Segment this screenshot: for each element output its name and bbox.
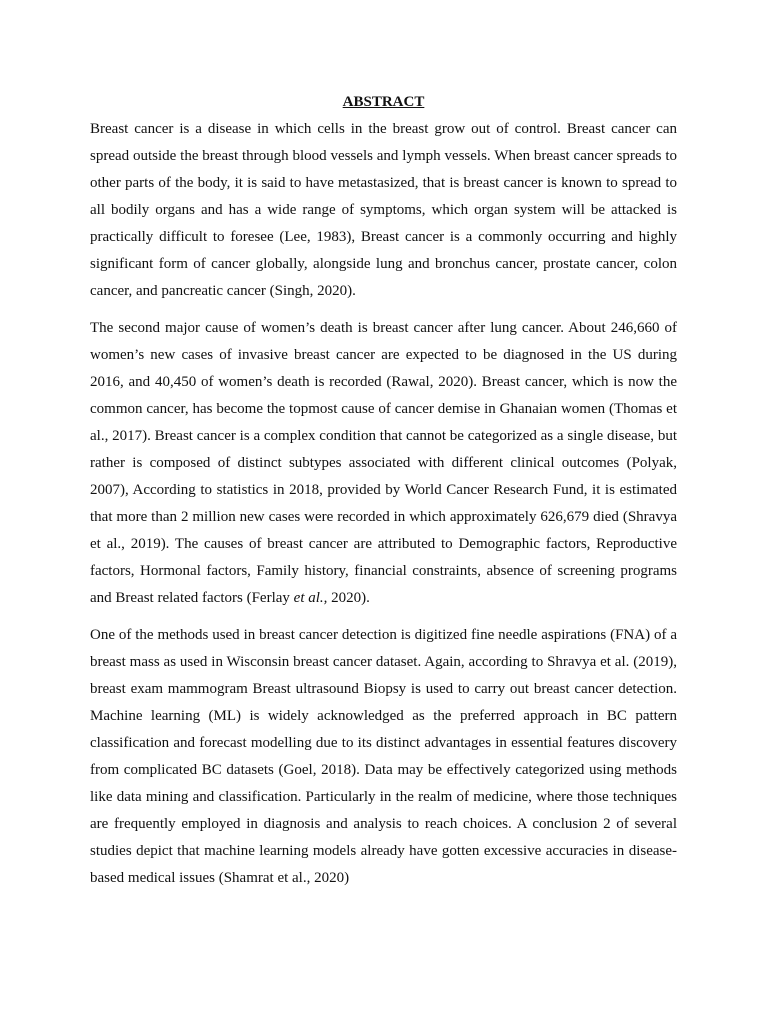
paragraph-2-italic: et al., xyxy=(293,590,328,606)
abstract-heading: ABSTRACT xyxy=(342,94,425,110)
paragraph-3: One of the methods used in breast cancer detection is digitized fine needle aspirations (FNA) of a breast mass as used in Wisconsin breast cancer dataset. Again, according to Shravya et al. (2019), breast exam mammogram Breast ultrasound Biopsy is used to carry out breast cancer detection. Machine learning (ML) is widely acknowledged as the preferred approach in BC pattern classification and forecast modelling due to its distinct advantages in essential features discovery from complicated BC datasets (Goel, 2018). Data may be effectively categorized using methods like data mining and classification. Particularly in the realm of medicine, where those techniques are frequently employed in diagnosis and analysis to reach choices. A conclusion 2 of several studies depict that machine learning models already have gotten excessive accuracies in disease-based medical issues (Shamrat et al., 2020) xyxy=(90,627,677,886)
paragraph-2-tail: 2020). xyxy=(327,590,370,606)
paragraph-2-text: The second major cause of women’s death is breast cancer after lung cancer. About 246,660 of women’s new cases of invasive breast cancer are expected to be diagnosed in the US during 2016, and 40,450 of women’s death is recorded (Rawal, 2020). Breast cancer, which is now the common cancer, has become the topmost cause of cancer demise in Ghanaian women (Thomas et al., 2017). Breast cancer is a complex condition that cannot be categorized as a single disease, but rather is composed of distinct subtypes associated with different clinical outcomes (Polyak, 2007), According to statistics in 2018, provided by World Cancer Research Fund, it is estimated that more than 2 million new cases were recorded in which approximately 626,679 died (Shravya et al., 2019). The causes of breast cancer are attributed to Demographic factors, Reproductive factors, Hormonal factors, Family history, financial constraints, absence of screening programs and Breast related factors (Ferlay xyxy=(90,320,677,606)
paragraph-2 xyxy=(90,315,677,612)
document-page xyxy=(90,90,677,902)
paragraph-1: Breast cancer is a disease in which cells in the breast grow out of control. Breast cancer can spread outside the breast through blood vessels and lymph vessels. When breast cancer spreads to other parts of the body, it is said to have metastasized, that is breast cancer is known to spread to all bodily organs and has a wide range of symptoms, which organ system will be attacked is practically difficult to foresee (Lee, 1983), Breast cancer is a commonly occurring and highly significant form of cancer globally, alongside lung and bronchus cancer, prostate cancer, colon cancer, and pancreatic cancer (Singh, 2020). xyxy=(90,121,677,299)
